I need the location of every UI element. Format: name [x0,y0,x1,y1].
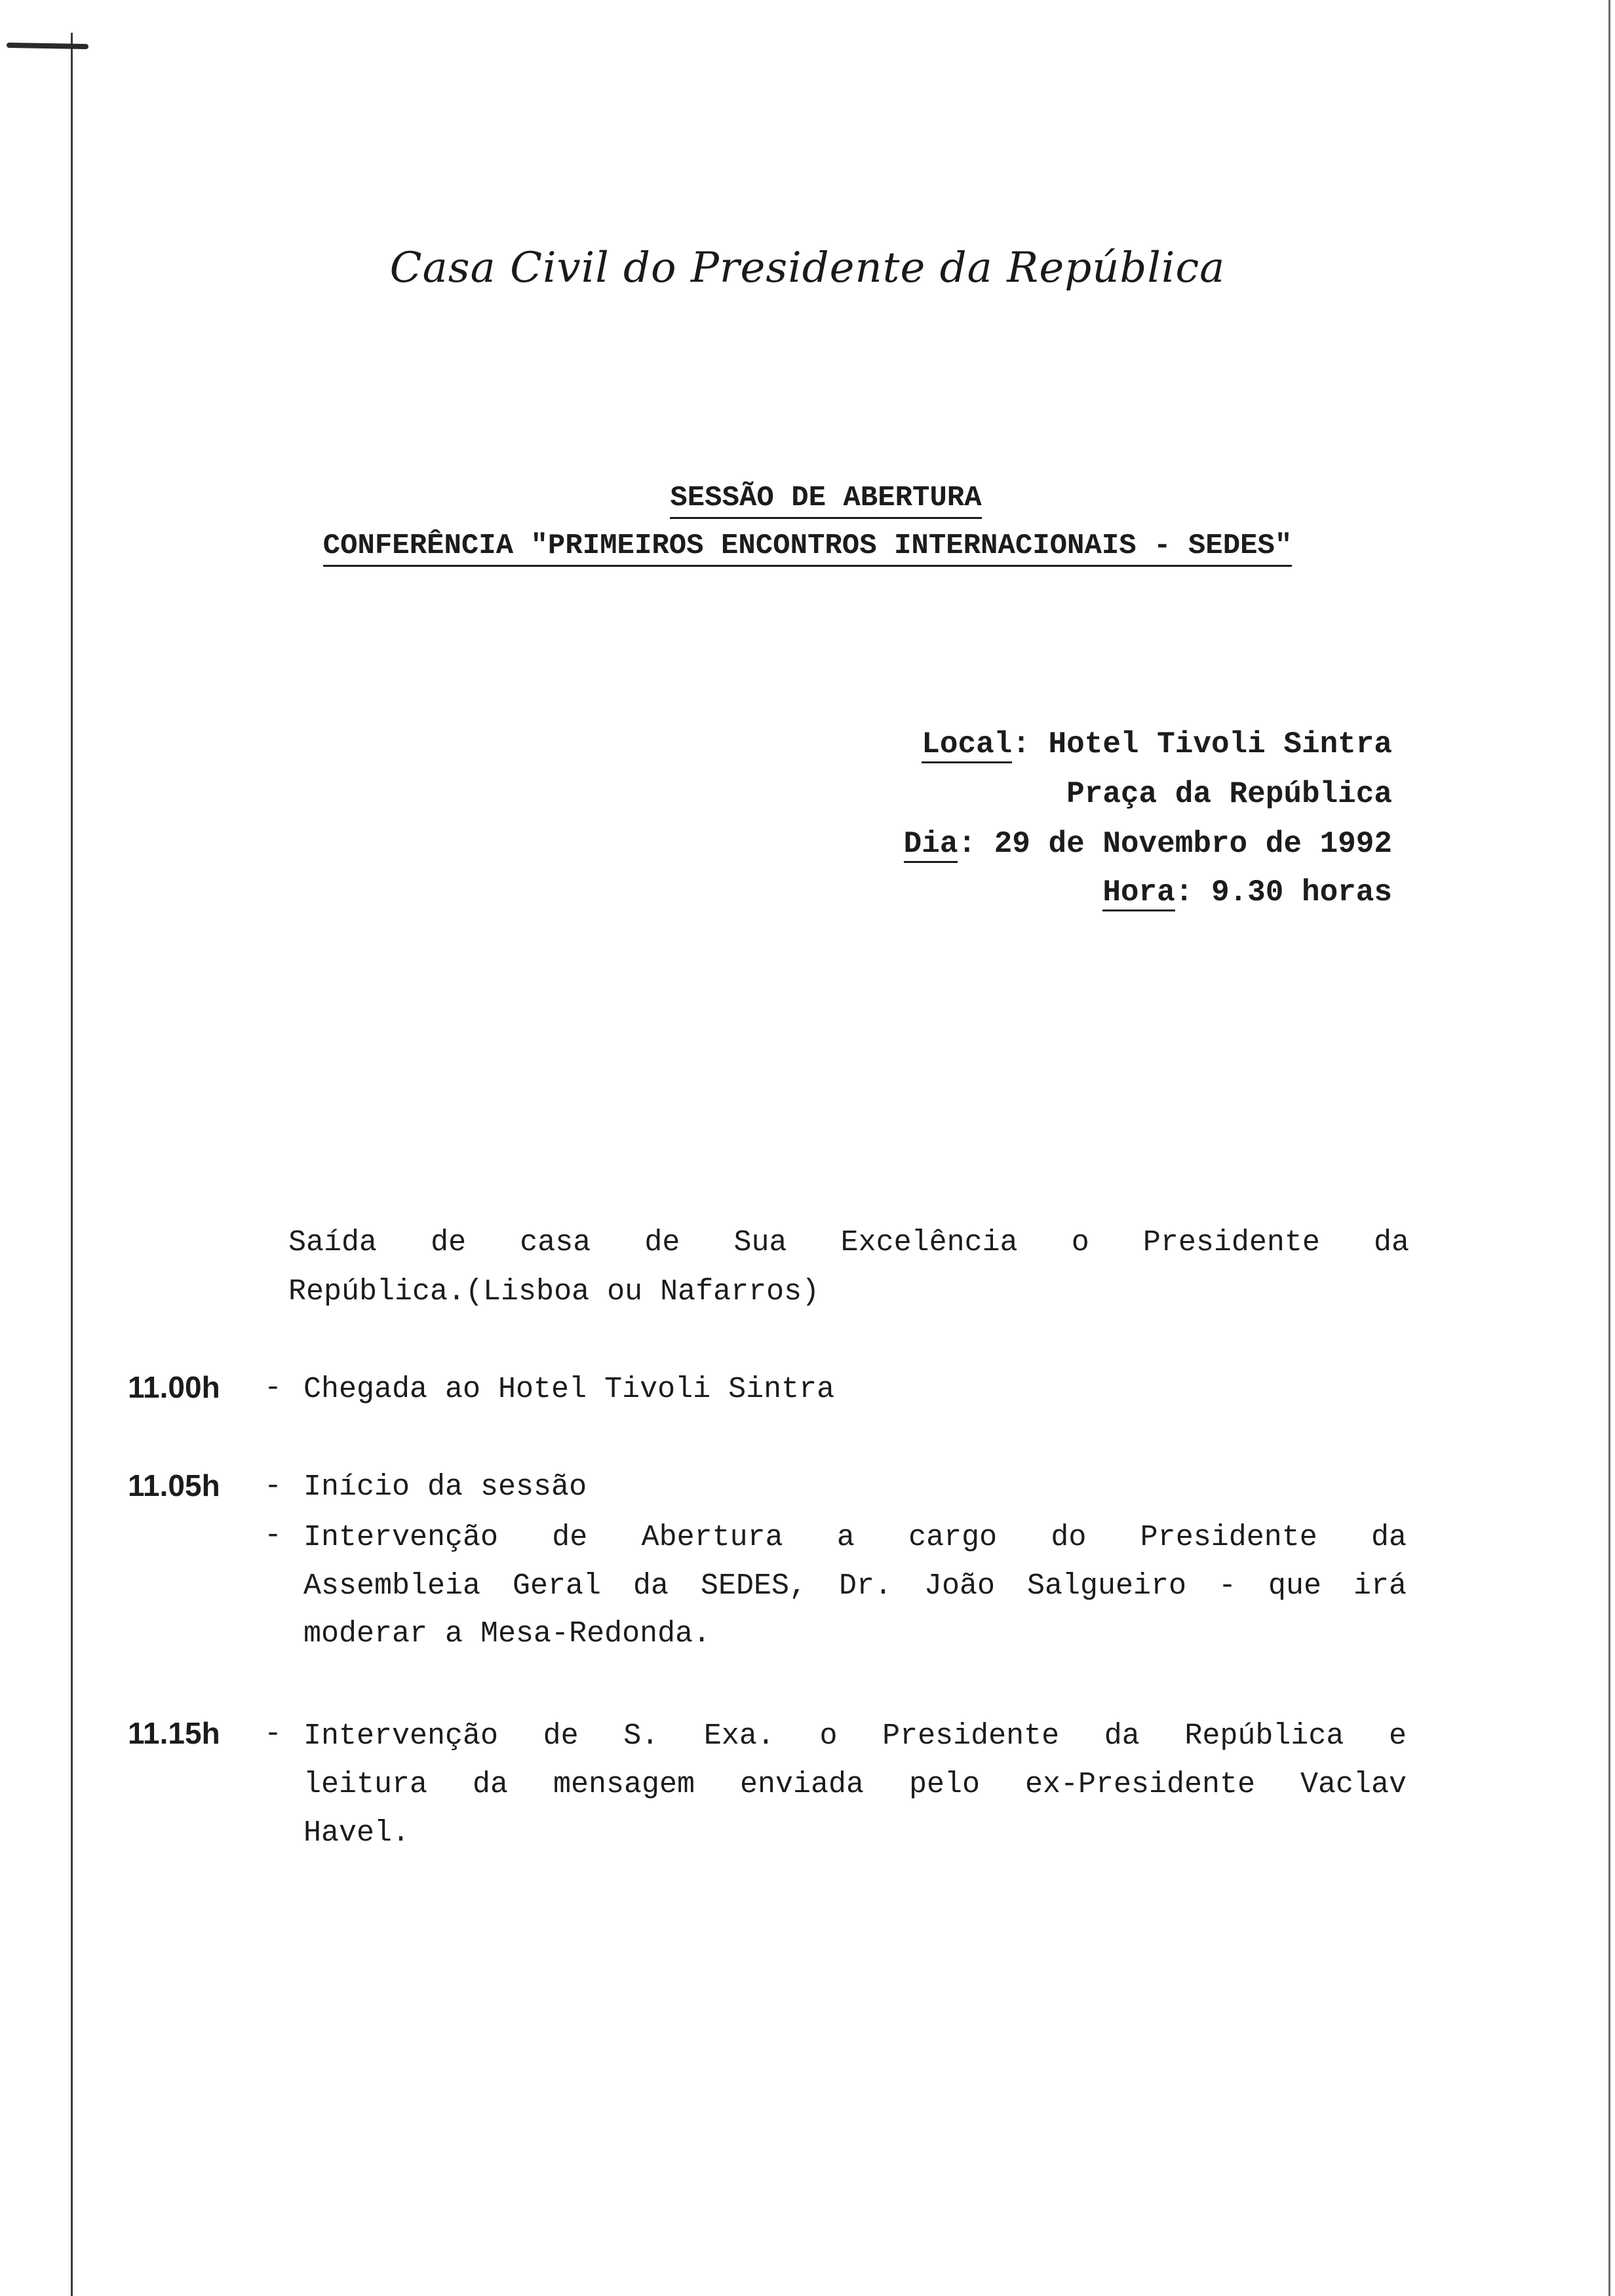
item-1100-text: Chegada ao Hotel Tivoli Sintra [303,1373,835,1406]
info-hora [1102,875,1392,909]
intro-line-1: Saída de casa de Sua Excelência o Presidente da [288,1226,1409,1259]
letterhead: Casa Civil do Presidente da República [389,244,1226,292]
info-local-line-2: Praça da República [1066,777,1392,811]
title-line-2: CONFERÊNCIA "PRIMEIROS ENCONTROS INTERNACIONAIS - SEDES" [0,529,1615,562]
scan-left-mark [7,43,88,49]
sub-item-dash: - [264,1519,282,1552]
time-1105: 11.05h [128,1468,220,1502]
dia-value: : 29 de Novembro de 1992 [958,827,1392,861]
item-1115-line-1: Intervenção de S. Exa. o Presidente da República e [303,1719,1407,1753]
info-dia [904,827,1392,861]
item-dash: - [264,1717,282,1751]
time-1100: 11.00h [128,1370,220,1404]
time-1115: 11.15h [128,1716,220,1750]
title-line-1: SESSÃO DE ABERTURA [18,482,1615,514]
intro-line-2: República.(Lisboa ou Nafarros) [288,1275,820,1309]
item-1115-line-2: leitura da mensagem enviada pelo ex-Presidente Vaclav [303,1768,1407,1801]
info-local [922,727,1392,761]
scan-right-edge [1608,0,1610,2296]
item-1105-sub-line-1: Intervenção de Abertura a cargo do Presidente da [303,1521,1407,1554]
item-1105-sub-line-3: moderar a Mesa-Redonda. [303,1617,711,1651]
item-dash: - [264,1470,282,1503]
item-dash: - [264,1371,282,1405]
local-label: Local [922,727,1012,763]
hora-value: : 9.30 horas [1175,875,1392,909]
item-1105-text: Início da sessão [303,1470,587,1504]
item-1115-line-3: Havel. [303,1816,410,1850]
dia-label: Dia [904,827,958,863]
hora-label: Hora [1102,875,1175,911]
scan-left-edge [71,33,73,2296]
local-value: : Hotel Tivoli Sintra [1012,727,1392,761]
item-1105-sub-line-2: Assembleia Geral da SEDES, Dr. João Salgueiro - que irá [303,1569,1407,1603]
